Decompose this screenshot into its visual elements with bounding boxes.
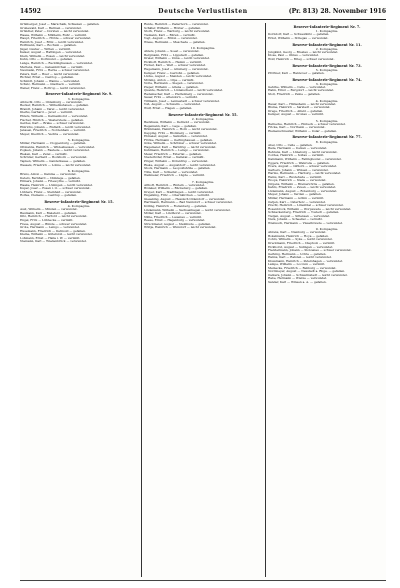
company-heading: 10. Kompagnie. [190,46,216,51]
casualty-entry: Tapken, Wilhelm — Ganderkesee — gefallen. [20,160,86,163]
regiment-heading: Reserve-Infanterie-Regiment Nr. 77. [292,135,362,140]
casualty-entry: Runte, Heinrich — Paderborn — verwundet. [144,23,209,26]
casualty-entry: Fricke, Karl — Northeim — verwundet. [268,126,326,130]
company-heading: 1. Kompagnie. [315,29,339,34]
casualty-entry: Cohrs, Wilhelm — Syke — leicht verwundet. [268,238,333,242]
casualty-entry: Quante, Heinrich — Lüdenscheid — leicht verwundet. [144,89,224,93]
casualty-entry: Grote, Hermann — Lemgo — verwundet. [20,226,80,230]
company-heading: 6. Kompagnie. [67,169,91,174]
casualty-entry: Brinkmann, Heinrich — Horn — leicht verwundet. [144,128,218,132]
casualty-entry: Nülle, Friedrich — Lauenau — vermißt. [144,215,202,219]
casualty-entry: Wehmeier, Friedrich — Lügde — vermißt. [144,174,206,178]
casualty-section [20,92,138,136]
casualty-entry: Stork, Franz — Warburg — leicht verwundet. [144,30,211,34]
casualty-section [268,135,386,225]
casualty-section [20,169,138,198]
casualty-section [268,43,386,62]
casualty-section [268,78,386,97]
casualty-entry: Lübbers, Franz — Steinfeld — verwundet. [20,190,82,194]
casualty-entry: Stoll, Friedrich — Peine — gefallen. [268,93,321,96]
company-heading: 2. Kompagnie. [191,116,215,121]
casualty-entry: Heins, Karl — Buxtehude — vermißt. [268,175,323,179]
casualty-entry: Fleddermann, Johann — Stolzenau — schwer verwundet. [268,249,352,253]
casualty-entry: Göke, Wilhelm — Schötmar — schwer verwundet. [144,142,218,146]
casualty-entry: Ebmeier, August — Salzuflen — verwundet. [144,135,208,139]
casualty-entry: Tietjen, August — Sittensen — verwundet. [268,214,331,218]
casualty-entry: Haase, Wilhelm — Mülheim, Ruhr — vermißt. [20,33,87,37]
casualty-entry: Haupt, Friedrich — Hörde — schwer verwundet. [20,37,92,41]
casualty-entry: Dorndorf, Karl — Schweidnitz — gefallen. [268,33,330,37]
casualty-entry: Riemenschneider, Wilhelm — Uslar — gefallen. [268,129,338,133]
casualty-entry: Gründler, Peter — Dorsten — leicht verwundet. [20,30,90,34]
casualty-entry: Harms, Hermann — Harburg — leicht verwundet. [268,172,342,176]
newspaper-page [20,6,386,582]
casualty-entry: Janssen, Friedrich — Nordenham — vermißt. [20,129,87,133]
casualty-entry: Rosenbrock, Wilhelm — Worpswede — leicht verwundet. [268,207,352,211]
casualty-entry: Bruns, Anton — Damme — verwundet. [20,173,77,177]
casualty-entry: Peters, Karl — Buer — leicht verwundet. [20,72,80,76]
company-heading: 5. Kompagnie. [315,118,339,123]
casualty-entry: Mertens, Paul — Gelsenkirchen — vermißt. [20,65,84,69]
casualty-entry: Kuhn, Otto — Dortmund — gefallen. [20,58,74,62]
casualty-entry: Dammann, Wilhelm — Fallingbostel — verwundet. [268,157,342,161]
casualty-entry: Lampe, Wilhelm — Loccum — vermißt. [268,263,326,267]
casualty-entry: Tölle, Karl — Schieder — verwundet. [144,170,199,174]
casualty-entry: Jürgens, Wilhelm — Bremervörde — gefallen. [268,182,335,186]
casualty-section [268,119,386,134]
casualty-section [268,64,386,76]
casualty-entry: Wiebusch, Hermann — Visselhövede — verwundet. [268,221,343,225]
casualty-entry: Sander, Karl — Winsen a. A. — gefallen. [268,281,327,285]
page-header [20,6,386,18]
casualty-entry: Wolf, Heinrich — Brieg — schwer verwundet. [268,58,335,61]
casualty-section [268,99,386,117]
casualty-entry: Husemann, Friedrich — Detmold — gefallen. [20,229,86,233]
casualty-section [268,227,386,284]
publication-title: Deutsche Verlustlisten [158,8,248,15]
casualty-entry: Oelkers, Johann — Schwarmstedt — leicht verwundet. [268,273,348,277]
casualty-entry: Kleine, Wilhelm — Gütersloh — leicht verwundet. [20,233,93,237]
casualty-entry: Baumann, Karl — Bielefeld — gefallen. [20,211,78,215]
company-heading: 3. Kompagnie. [315,81,339,86]
casualty-entry: Stock, Hermann — Leopoldshöhe — gefallen. [144,167,211,171]
casualty-entry: Mönnig, Anton — Olpe — vermißt. [144,78,195,82]
casualty-entry: Wessels, Friedrich — Lohne — leicht verwundet. [20,163,92,167]
casualty-entry: Ehlers, Wilhelm — Delmenhorst — verwundet. [20,114,89,118]
casualty-entry: Eggers, Friedrich — Walsrode — gefallen. [268,161,330,165]
casualty-entry: Tillmann, Josef — Lennestadt — schwer verwundet. [144,99,220,103]
casualty-entry: Oetjen, Karl — Osterholz — verwundet. [268,200,326,204]
casualty-entry: Vogt, August — Brilon — verwundet. [144,37,198,41]
casualty-entry: Weber, Franz — Bottrop — leicht verwundet. [20,86,86,90]
casualty-section [268,25,386,41]
casualty-entry: Precht, Heinrich — Lilienthal — schwer verwundet. [268,204,344,208]
casualty-entry: Pieper, Wilhelm — Altena — gefallen. [144,85,199,89]
casualty-entry: Hartmann, Hermann — Bad Nenndorf — schwer verwundet. [144,201,233,205]
casualty-entry: Meyer, Diedrich — Vechta — verwundet. [20,132,80,136]
casualty-entry: Grunewald, Karl — Barmen — verwundet. [20,26,82,30]
text-column-2 [144,23,262,577]
casualty-entry: Jungkind, Georg — Breslau — leicht verwundet. [268,50,339,54]
casualty-entry: Kuper, Josef — Essen i. O. — schwer verwundet. [20,187,91,191]
casualty-entry: Ahrens, Karl — Nienburg — verwundet. [268,231,327,235]
casualty-entry: Meier, Friedrich — Extertal — gefallen. [144,152,202,156]
issue-date: 28. November 1916 [320,8,386,15]
regiment-heading: Reserve-Infanterie-Regiment Nr. 73. [292,63,362,68]
casualty-entry: Klose, Paul — Ohlau — verwundet. [268,54,319,58]
casualty-entry: Ernst, Wilhelm — Striegau — verwundet. [268,36,329,40]
casualty-entry: Gieseking, August — Hessisch Oldendorf — verwundet. [144,197,226,201]
casualty-entry: Richter, Ernst — Castrop — gefallen. [20,76,75,80]
casualty-entry: Dierks, Gerhard — Jever — vermißt. [20,111,74,115]
casualty-entry: Bokelmann, Heinrich — Hoya — gefallen. [268,234,329,238]
column-divider [265,23,266,577]
casualty-entry: Schnackenberg, Friedrich — Tostedt — gefallen. [268,211,340,215]
casualty-entry: Oltmanns, Heinrich — Wildeshausen — verwundet. [20,145,96,149]
casualty-entry: Tiemann, Karl — Büren — vermißt. [144,33,196,37]
casualty-entry: Wiese, Hermann — Meschede — gefallen. [144,40,206,44]
casualty-entry: Möller, Karl — Lindhorst — verwundet. [144,212,202,216]
casualty-entry: Lüdemann, August — Rotenburg — verwundet. [268,189,338,193]
casualty-entry: Plöger, Wilhelm — Dörentrup — verwundet. [144,160,209,163]
casualty-section [20,138,138,167]
casualty-entry: Engelking, Fritz — Obernkirchen — vermißt. [144,194,210,198]
casualty-entry: Deters, Bernhard — Dinklage — gefallen. [20,176,81,180]
header-rule [20,19,386,20]
casualty-entry: Aust, Wilhelm — Minden — verwundet. [20,208,78,212]
casualty-entry: Klein, Wilhelm — Essen — leicht verwundet. [20,54,86,58]
casualty-entry: Schröder, Gerhard — Bockhorn — verwundet. [20,156,88,160]
casualty-entry: Hahn, Ernst — Burgdorf — leicht verwundet. [268,89,335,93]
casualty-entry: Rademacher, Karl — Plettenberg — verwundet. [144,92,214,96]
column-divider [141,23,142,577]
casualty-entry: Sauer, Fritz — Attendorn — vermißt. [144,96,198,100]
casualty-entry: Viets, Johann — Scheeßel — vermißt. [268,218,323,222]
casualty-entry: Kölling, Heinrich — Rodenberg — gefallen. [144,205,208,209]
casualty-entry: Kahrs, Friedrich — Zeven — leicht verwundet. [268,186,337,190]
casualty-entry: Lange, Heinrich — Recklinghausen — verwundet. [20,62,94,66]
casualty-entry: Bade, Hermann — Uelzen — verwundet. [268,147,328,151]
casualty-entry: Schulz, Hermann — Gladbeck — vermißt. [20,83,82,87]
casualty-entry: Engel, Fritz — Lübbecke — vermißt. [20,218,74,222]
company-heading: 4. Kompagnie. [67,204,91,209]
casualty-entry: Nolte, Hermann — Siegen — verwundet. [144,82,204,86]
company-heading: 4. Kompagnie. [315,98,339,103]
casualty-section [144,113,262,178]
casualty-entry: Grünberger, Josef — Marschalk, Schlesien — gefallen. [20,23,100,26]
casualty-section [144,46,262,110]
issue-number: (Pr. 813) [288,8,319,15]
casualty-entry: Begemann, Karl — Lage — gefallen. [144,124,197,128]
casualty-entry: Niemann, Karl — Wiedenbrück — verwundet. [20,240,87,244]
regiment-heading: Reserve-Infanterie-Regiment Nr. 15. [44,199,114,204]
regiment-heading: Reserve-Infanterie-Regiment Nr. 74. [292,77,362,82]
regiment-heading: Reserve-Infanterie-Regiment Nr. 9. [45,92,113,97]
casualty-entry: Rieke, August — Augustdorf — leicht verwundet. [144,163,216,167]
casualty-entry: Müller, Hermann — Cloppenburg — gefallen. [20,142,87,146]
casualty-entry: Frese, August — Bünde — schwer verwundet. [20,222,88,226]
casualty-entry: Dreckmann, Friedrich — Diepholz — vermißt. [268,242,336,245]
regiment-heading: Reserve-Infanterie-Regiment Nr. 7. [293,25,361,29]
company-heading: 7. Kompagnie. [191,179,215,184]
casualty-entry: Hoffmann, Karl — Bochum — gefallen. [20,44,77,48]
casualty-entry: Popken, Johann — Rastede — leicht verwundet. [20,149,90,153]
casualty-entry: Helms, Karl — Rahden — leicht verwundet. [268,256,332,260]
casualty-entry: Nordmeyer, August — Neustadt a. Rbge. — gefallen. [268,270,346,274]
casualty-entry: Bauer, Karl — Hildesheim — leicht verwundet. [268,102,337,106]
casualty-entry: Kemper, August — Gronau — vermißt. [268,113,325,117]
casualty-entry: Eickhoff, Heinrich — Hamm — vermißt. [144,60,203,64]
casualty-entry: Depping, Fritz — Blomberg — vermißt. [144,131,202,135]
casualty-entry: Föcker, Karl — Werl — schwer verwundet. [144,64,206,68]
casualty-entry: Haake, Heinrich — Löningen — leicht verwundet. [20,183,93,187]
casualty-entry: Garbers, Johann — Winsen — verwundet. [268,168,329,172]
casualty-entry: Jäger, Gustav — Witten — vermißt. [20,47,72,51]
casualty-entry: Eickhorst, August — Sulingen — verwundet. [268,245,334,249]
casualty-entry: Lücke, August — Menden — leicht verwundet. [144,75,213,79]
company-heading: 5. Kompagnie. [315,67,339,72]
regiment-heading: Reserve-Infanterie-Regiment Nr. 11. [292,42,362,47]
casualty-entry: Wöltje, Heinrich — Wunstorf — leicht verwundet. [144,226,217,230]
casualty-entry: Abel, Otto — Celle — gefallen. [268,143,313,147]
company-heading: 3. Kompagnie. [67,96,91,101]
casualty-entry: Müller, Hermann — Achim — vermißt. [268,196,325,200]
casualty-entry: Struckmeier, August — Steinhude — gefallen. [144,222,212,226]
casualty-entry: Backhaus, Wilhelm — Detmold — verwundet. [144,120,211,124]
casualty-entry: Dreier, Wilhelm — Unna — leicht verwundet. [144,57,210,61]
casualty-entry: Cordes, Heinrich — Soltau — vermißt. [268,154,325,158]
casualty-entry: Meinecke, Friedrich — Rehburg — verwundet. [268,266,337,270]
casualty-section [20,200,138,244]
casualty-entry: Gerking, Hermann — Uchte — gefallen. [268,252,327,256]
page-date [289,6,386,18]
casualty-entry: Hagemeier, Karl — Barntrup — leicht verwundet. [144,145,217,149]
regiment-heading: Reserve-Infanterie-Regiment Nr. 55. [168,112,238,117]
casualty-entry: Lohmann, Ernst — Halle i. W. — vermißt. [20,236,81,240]
company-heading: 5. Kompagnie. [67,138,91,143]
casualty-entry: Hegemann, Josef — Arnsberg — verwundet. [144,68,209,72]
casualty-entry: Gerdes, Karl — Brake — schwer verwundet. [20,122,85,126]
casualty-section [20,23,138,90]
casualty-entry: Brandt, Johann — Varel — leicht verwundet. [20,107,85,111]
casualty-entry: Bergmann, Fritz — Lippstadt — gefallen. [144,53,205,57]
casualty-entry: Klussmann, Heinrich — Petershagen — verwundet. [268,259,344,263]
casualty-entry: Kuhlmann, Heinrich — Lemgo — verwundet. [144,149,210,153]
casualty-entry: Kaiser, August — Hattingen — verwundet. [20,51,83,55]
casualty-entry: Niederhöfer, Ernst — Kalletal — vermißt. [144,156,205,160]
footer-rule [20,580,386,581]
casualty-entry: Becker, Heinrich — Wilhelmshaven — gefallen. [20,104,90,108]
casualty-entry: Schäfer, Wilhelm — Höxter — gefallen. [144,26,202,30]
casualty-entry: Rabe, Hermann — Wietze — verwundet. [268,277,328,281]
company-heading: 2. Kompagnie. [315,46,339,51]
casualty-entry: Heinrich, Josef — Brüx — leicht verwundet. [20,40,84,44]
casualty-entry: Bödeker, Wilhelm — Bückeburg — gefallen. [144,187,208,191]
casualty-entry: Flörke, Hermann — Oerlinghausen — gefallen. [144,138,213,142]
casualty-entry: Rieken, Karl — Zetel — vermißt. [20,152,68,156]
casualty-entry: Ellmers, Johann — Friesoythe — vermißt. [20,180,81,184]
casualty-entry: Hoops, Heinrich — Stade — verwundet. [268,179,327,183]
text-column-3 [268,23,386,577]
page-number: 14592 [20,8,41,15]
casualty-entry: Wulf, Ernst — Hagen — gefallen. [144,107,193,111]
casualty-entry: Neumann, Fritz — Herne — schwer verwundet. [20,69,90,73]
casualty-entry: Meyer, Johann — Verden — gefallen. [268,193,322,197]
casualty-entry: Ditz, Heinrich — Herford — leicht verwundet. [20,215,88,219]
casualty-entry: Blume, Heinrich — Sarstedt — verwundet. [268,106,331,110]
company-heading: 9. Kompagnie. [315,227,339,232]
casualty-entry: Pförtner, Karl — Hannover — gefallen. [268,71,325,75]
casualty-entry: Drege, Friedrich — Alfeld — gefallen. [268,109,324,113]
casualty-entry: Schmidt, Johann — Wanne — verwundet. [20,79,81,83]
casualty-entry: Lindemann, Wilhelm — Sachsenhagen — leicht verwundet. [144,208,231,212]
casualty-entry: Ahlers, Johann — Soest — verwundet. [144,50,200,54]
casualty-entry: Gehrke, Wilhelm — Celle — verwundet. [268,85,327,89]
casualty-entry: Kemper, Franz — Iserlohn — gefallen. [144,71,200,75]
casualty-section [144,23,262,44]
casualty-entry: Albrecht, Otto — Oldenburg — verwundet. [20,100,83,104]
casualty-entry: Evers, August — Gifhorn — schwer verwundet. [268,165,338,169]
casualty-entry: Rolfes, Clemens — Lastrup — gefallen. [20,194,78,198]
casualty-entry: Fischer, Hinrich — Westerstede — gefallen. [20,118,84,122]
casualty-entry: Althoff, Heinrich — Rinteln — verwundet. [144,183,206,187]
casualty-entry: Dreyer, Karl — Stadthagen — leicht verwundet. [144,190,214,194]
casualty-entry: Reese, Ernst — Hagenburg — verwundet. [144,219,206,223]
casualty-entry: Voß, August — Schwelm — verwundet. [144,103,201,107]
casualty-entry: Hinrichs, Johann — Elsfleth — leicht verwundet. [20,125,91,129]
casualty-entry: Behrens, Karl — Lüneburg — leicht verwundet. [268,150,338,154]
casualty-entry: Barnecke, Heinrich — Einbeck — schwer verwundet. [268,122,346,126]
company-heading: 8. Kompagnie. [315,139,339,144]
text-column-1 [20,23,138,577]
casualty-section [144,180,262,230]
